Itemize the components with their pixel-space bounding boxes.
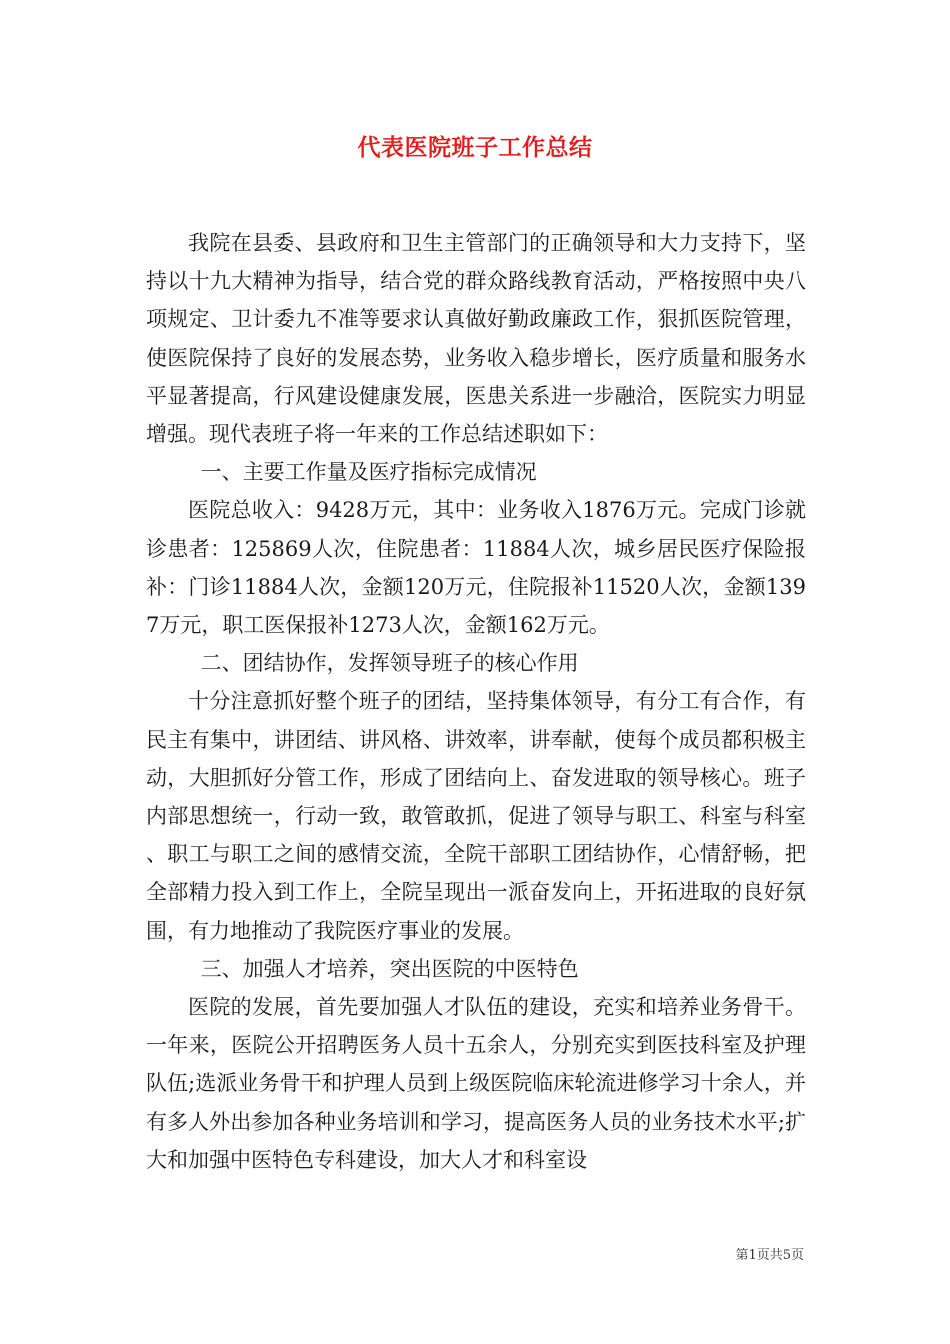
document-body [146, 224, 806, 1179]
paragraph-workload: 医院总收入：9428万元，其中：业务收入1876万元。完成门诊就诊患者：125869人次，住院患者：11884人次，城乡居民医疗保险报补：门诊11884人次，金额120万元，住院报补11520人次，金额1397万元，职工医保报补1273人次，金额162万元。 [146, 498, 806, 638]
page-number: 第1页共5页 [735, 1248, 804, 1263]
paragraph-intro: 我院在县委、县政府和卫生主管部门的正确领导和大力支持下，坚持以十九大精神为指导，结合党的群众路线教育活动，严格按照中央八项规定、卫计委九不准等要求认真做好勤政廉政工作，狠抓医院管理，使医院保持了良好的发展态势，业务收入稳步增长，医疗质量和服务水平显著提高，行风建设健康发展，医患关系进一步融洽，医院实力明显增强。现代表班子将一年来的工作总结述职如下： [146, 231, 806, 447]
section-heading-1: 一、主要工作量及医疗指标完成情况 [200, 460, 537, 485]
paragraph-talent: 医院的发展，首先要加强人才队伍的建设，充实和培养业务骨干。一年来，医院公开招聘医务人员十五余人，分别充实到医技科室及护理队伍;选派业务骨干和护理人员到上级医院临床轮流进修学习十余人，并有多人外出参加各种业务培训和学习，提高医务人员的业务技术水平;扩大和加强中医特色专科建设，加大人才和科室设 [146, 995, 806, 1172]
section-heading-2: 二、团结协作，发挥领导班子的核心作用 [200, 651, 579, 676]
paragraph-teamwork: 十分注意抓好整个班子的团结，坚持集体领导，有分工有合作，有民主有集中，讲团结、讲风格、讲效率，讲奉献，使每个成员都积极主动，大胆抓好分管工作，形成了团结向上、奋发进取的领导核心。班子内部思想统一，行动一致，敢管敢抓，促进了领导与职工、科室与科室、职工与职工之间的感情交流，全院干部职工团结协作，心情舒畅，把全部精力投入到工作上，全院呈现出一派奋发向上，开拓进取的良好氛围，有力地推动了我院医疗事业的发展。 [146, 689, 806, 943]
document-title: 代表医院班子工作总结 [357, 134, 593, 161]
section-heading-3: 三、加强人才培养，突出医院的中医特色 [200, 956, 579, 981]
